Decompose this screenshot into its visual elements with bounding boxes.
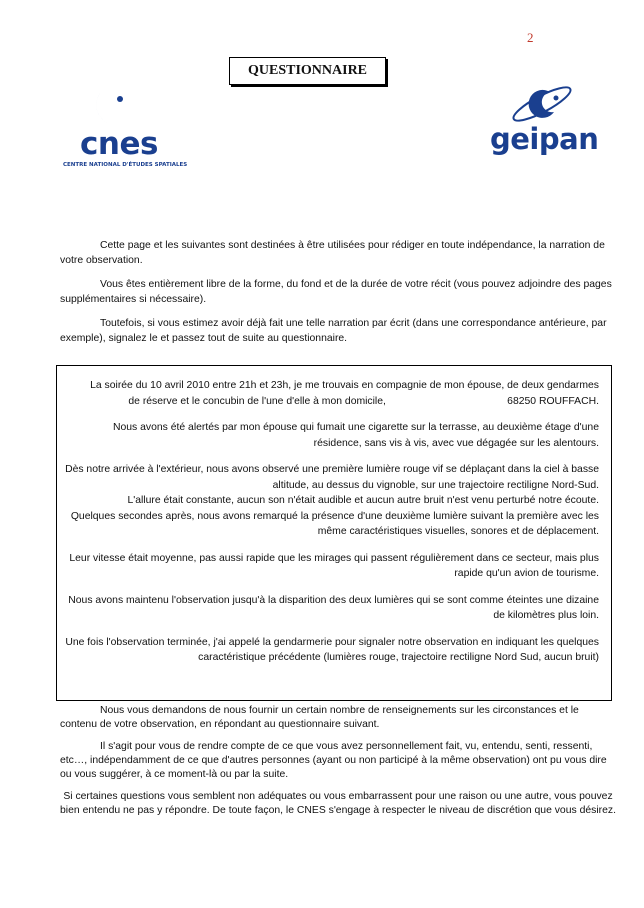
intro-section (60, 238, 616, 355)
cnes-subtitle: CENTRE NATIONAL D'ÉTUDES SPATIALES (63, 162, 188, 168)
outro-section (60, 704, 616, 826)
intro-paragraph: Cette page et les suivantes sont destinées à être utilisées pour rédiger en toute indépendance, la narration de votre observation. (60, 240, 605, 266)
narration-paragraph: Nous avons été alertés par mon épouse qui fumait une cigarette sur la terrasse, au deuxième étage d'une résidence, sans vis à vis, avec vue dégagée sur les alentours. (112, 422, 599, 449)
page-title-text: QUESTIONNAIRE (247, 63, 368, 78)
geipan-logo (484, 82, 599, 164)
narration-box (56, 365, 612, 701)
outro-paragraph: Il s'agit pour vous de rendre compte de ce que vous avez personnellement fait, vu, entendu, senti, ressenti, etc…, indépendamment de ce que d'autres personnes (ayant ou non participé à la même observation) ont pu vous dire ou vous suggérer, à ce moment-là ou par la suite. (60, 741, 607, 780)
narration-line: La soirée du 10 avril 2010 entre 21h et 23h, je me trouvais en compagnie de mon épouse, de deux gendarmes (90, 380, 599, 391)
narration-paragraph: Quelques secondes après, nous avons remarqué la présence d'une deuxième lumière suivant la première avec les même caractéristiques visuelles, sonores et de déplacement. (70, 510, 599, 537)
narration-paragraph: Nous avons maintenu l'observation jusqu'à la disparition des deux lumières qui se sont comme éteintes une dizaine de kilomètres plus loin. (68, 594, 599, 621)
narration-line (63, 394, 599, 410)
outro-paragraph: Si certaines questions vous semblent non adéquates ou vous embarrassent pour une raison ou une autre, vous pouvez bien entendu ne pas y répondre. De toute façon, le CNES s'engage à respecter le niveau de discrétion que vous désirez. (60, 791, 616, 816)
cnes-logo (60, 84, 188, 174)
geipan-wordmark: geipan (490, 122, 599, 156)
narration-paragraph: Leur vitesse était moyenne, pas aussi rapide que les mirages qui passent régulièrement dans ce secteur, mais plus rapide qu'un avion de tourisme. (69, 552, 599, 579)
intro-paragraph: Toutefois, si vous estimez avoir déjà fait une telle narration par écrit (dans une correspondance antérieure, par exemple), signalez le et passez tout de suite au questionnaire. (60, 318, 607, 344)
narration-address: 68250 ROUFFACH. (507, 395, 599, 407)
intro-paragraph: Vous êtes entièrement libre de la forme, du fond et de la durée de votre récit (vous pouvez adjoindre des pages supplémentaires si nécessaire). (60, 279, 612, 305)
narration-paragraph: L'allure était constante, aucun son n'était audible et aucun autre bruit n'est venu perturbé notre écoute. (127, 495, 599, 506)
narration-paragraph: Dès notre arrivée à l'extérieur, nous avons observé une première lumière rouge vif se déplaçant dans la ciel à basse altitude, au dessus du vignoble, sur une trajectoire rectiligne Nord-Sud. (65, 464, 599, 491)
page-title (229, 57, 386, 85)
outro-paragraph: Nous vous demandons de nous fournir un certain nombre de renseignements sur les circonstances et le contenu de votre observation, en répondant au questionnaire suivant. (60, 705, 579, 730)
narration-line-left: de réserve et le concubin de l'une d'elle à mon domicile, (128, 395, 386, 407)
page-number: 2 (527, 30, 534, 45)
cnes-wordmark: cnes (80, 126, 158, 162)
narration-paragraph: Une fois l'observation terminée, j'ai appelé la gendarmerie pour signaler notre observation en indiquant les quelques caractéristique précédente (lumières rouge, trajectoire rectiligne Nord Sud, aucun bruit) (65, 636, 599, 663)
